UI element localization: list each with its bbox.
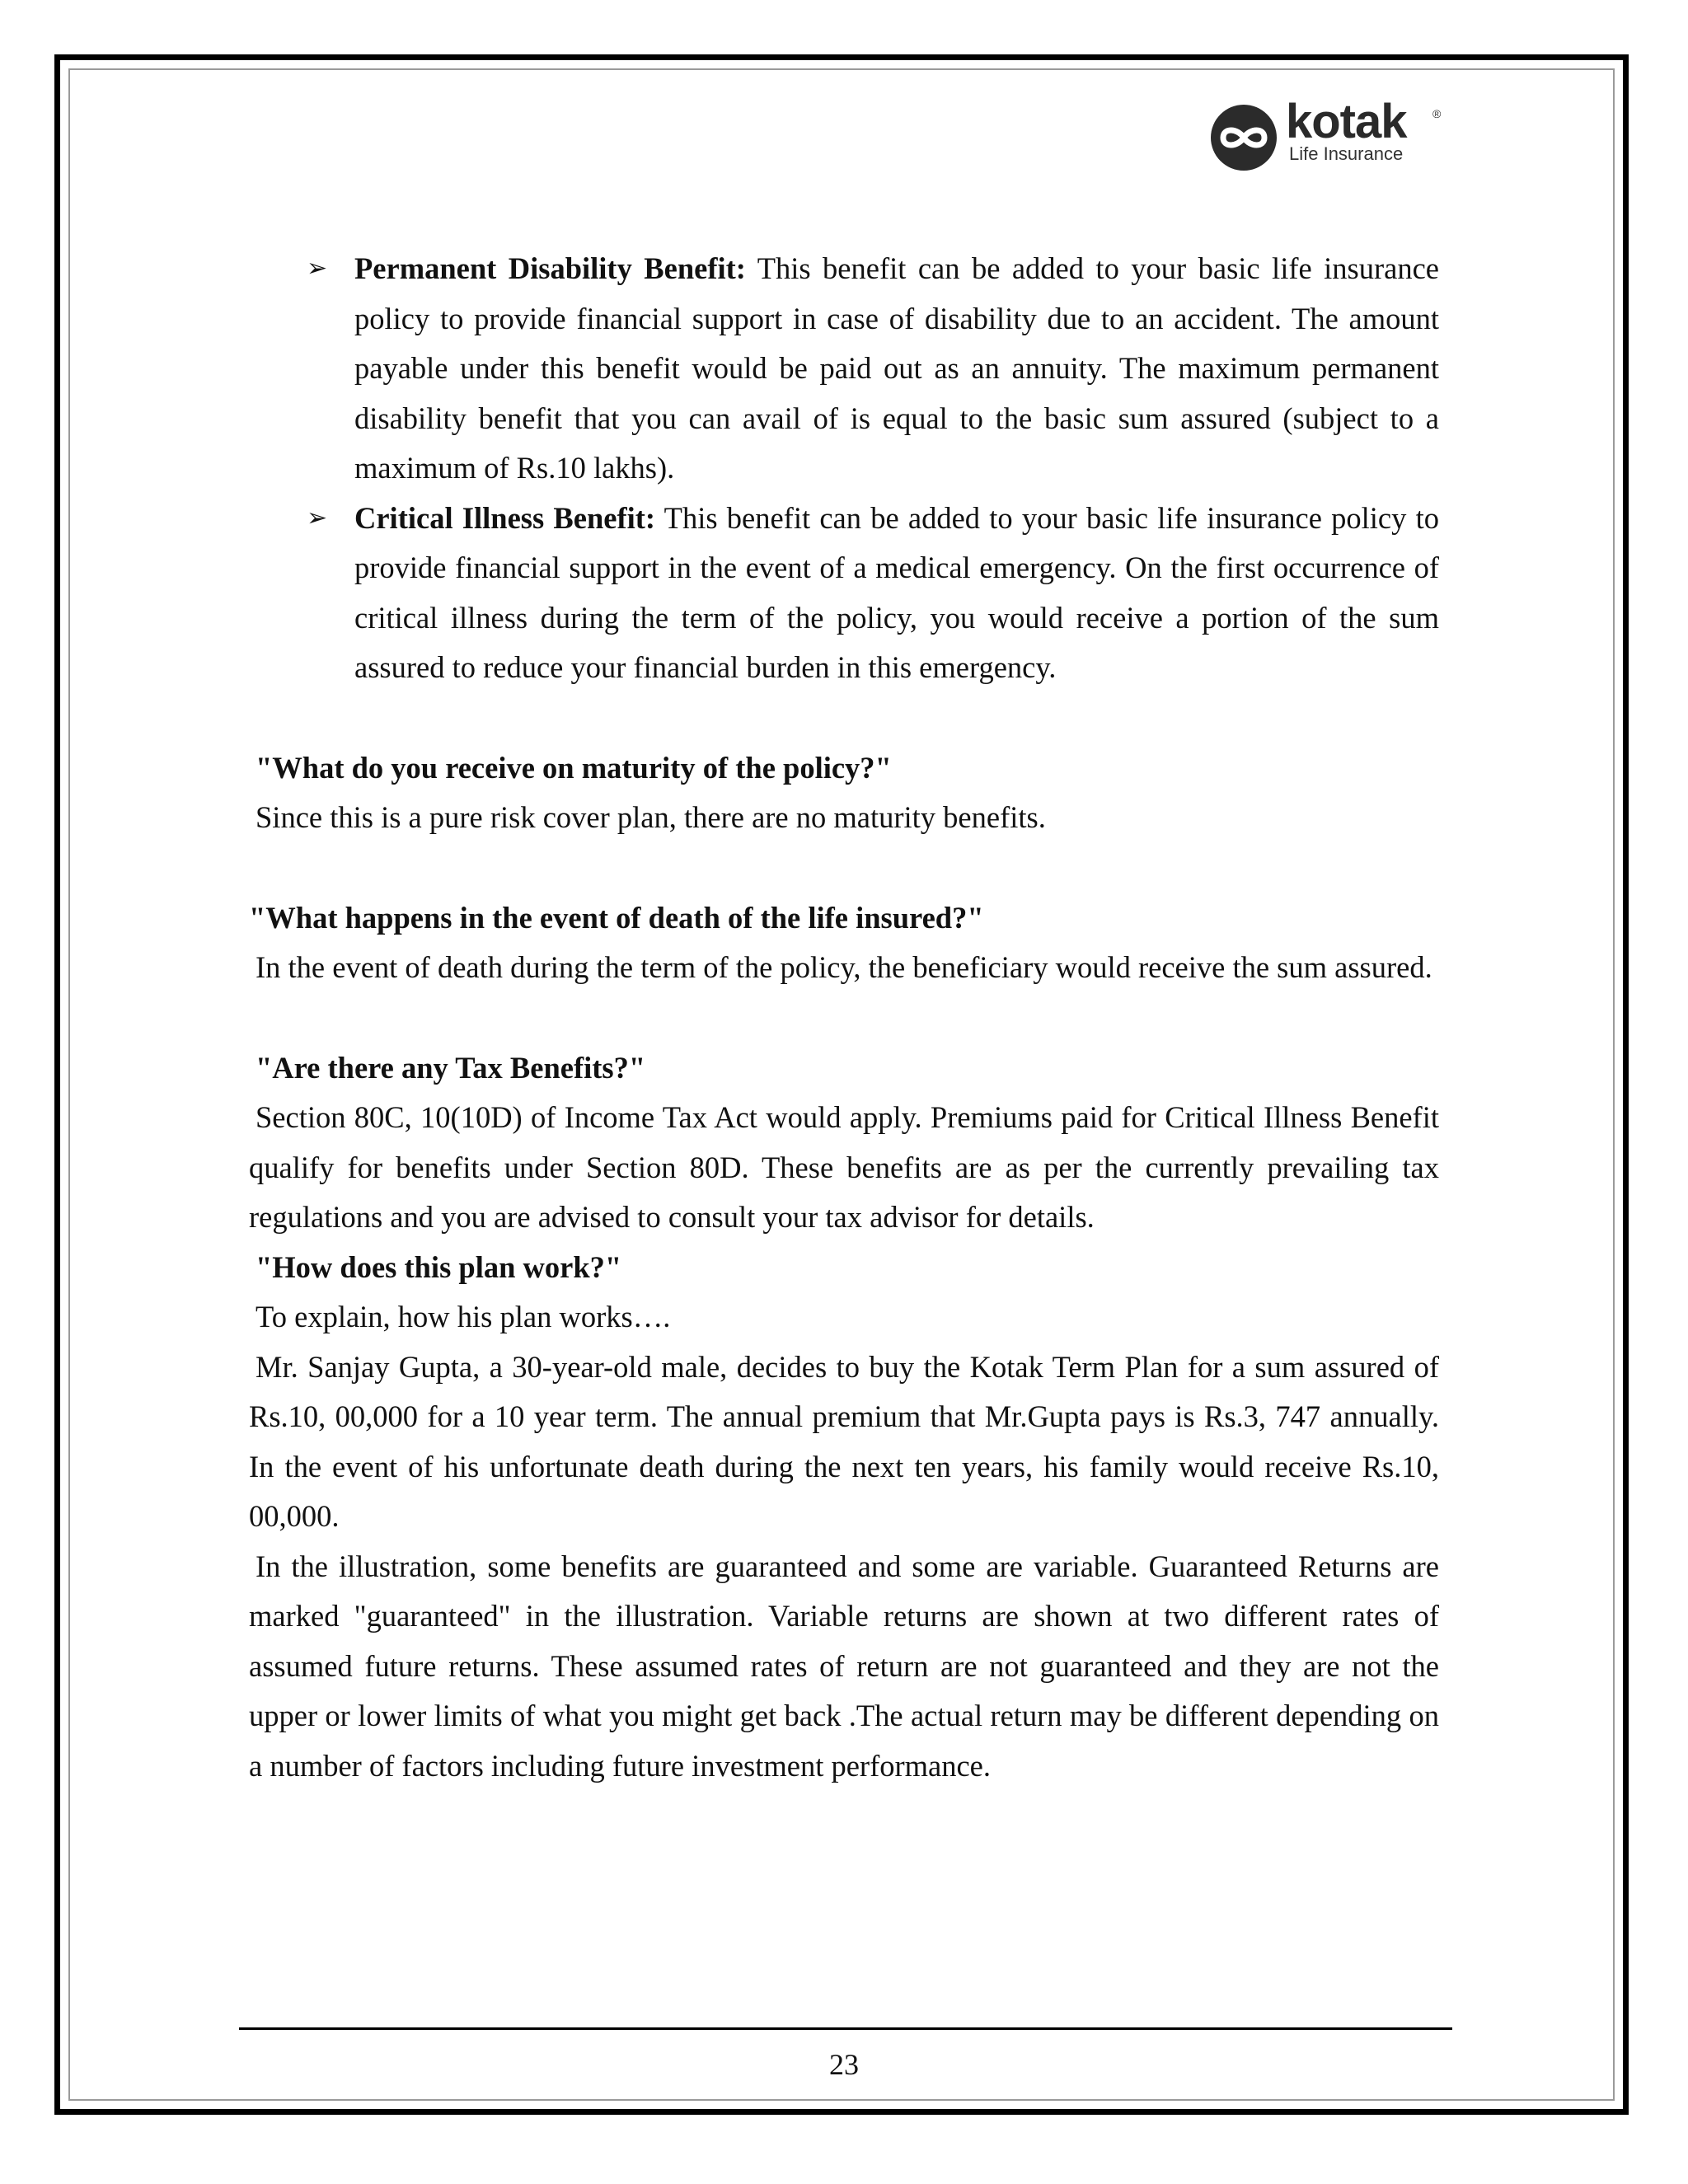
kotak-infinity-icon: [1210, 104, 1278, 171]
arrow-bullet-icon: ➢: [307, 254, 328, 283]
logo-wordmark: kotak: [1286, 95, 1407, 148]
maturity-question: "What do you receive on maturity of the policy?": [256, 750, 892, 785]
arrow-bullet-icon: ➢: [307, 503, 328, 532]
plan-illustration: In the illustration, some benefits are guaranteed and some are variable. Guaranteed Returns are marked "guaranteed" in the illustration. Variable returns are shown at two different rates of assumed future returns. These assumed rates of return are not guaranteed and they are not the upper or lower limits of what you might get back .The actual return may be different depending on a number of factors including future investment performance.: [249, 1549, 1439, 1783]
tax-answer: Section 80C, 10(10D) of Income Tax Act would apply. Premiums paid for Critical Illness Benefit qualify for benefits under Section 80D. These benefits are as per the currently prevailing tax regulations and you are advised to consult your tax advisor for details.: [249, 1100, 1439, 1234]
benefit-description: This benefit can be added to your basic life insurance policy to provide financial support in case of disability due to an accident. The amount payable under this benefit would be paid out as an annuity. The maximum permanent disability benefit that you can avail of is equal to the basic sum assured (subject to a maximum of Rs.10 lakhs).: [354, 251, 1439, 485]
plan-example: Mr. Sanjay Gupta, a 30-year-old male, decides to buy the Kotak Term Plan for a sum assured of Rs.10, 00,000 for a 10 year term. The annual premium that Mr.Gupta pays is Rs.3, 747 annually. In the event of his unfortunate death during the next ten years, his family would receive Rs.10, 00,000.: [249, 1349, 1439, 1533]
logo-registered-mark: ®: [1432, 107, 1442, 120]
kotak-logo: [1210, 95, 1449, 175]
maturity-answer: Since this is a pure risk cover plan, there are no maturity benefits.: [256, 800, 1046, 834]
rider-benefits-list: [307, 244, 1439, 693]
death-answer: In the event of death during the term of the policy, the beneficiary would receive the sum assured.: [256, 950, 1432, 984]
list-item: [307, 244, 1439, 494]
logo-subtitle: Life Insurance: [1289, 143, 1404, 164]
benefit-description: This benefit can be added to your basic life insurance policy to provide financial support in the event of a medical emergency. On the first occurrence of critical illness during the term of the policy, you would receive a portion of the sum assured to reduce your financial burden in this emergency.: [354, 500, 1439, 684]
plan-intro: To explain, how his plan works….: [256, 1300, 671, 1333]
tax-question: "Are there any Tax Benefits?": [256, 1050, 646, 1085]
page-content: [249, 244, 1439, 1791]
page-number: 23: [829, 2048, 859, 2081]
benefit-term: Critical Illness Benefit:: [354, 500, 656, 535]
death-question: "What happens in the event of death of the life insured?": [249, 900, 984, 935]
benefit-term: Permanent Disability Benefit:: [354, 251, 746, 285]
list-item: [307, 494, 1439, 693]
footer-divider: [239, 2027, 1452, 2030]
plan-question: "How does this plan work?": [256, 1249, 622, 1284]
